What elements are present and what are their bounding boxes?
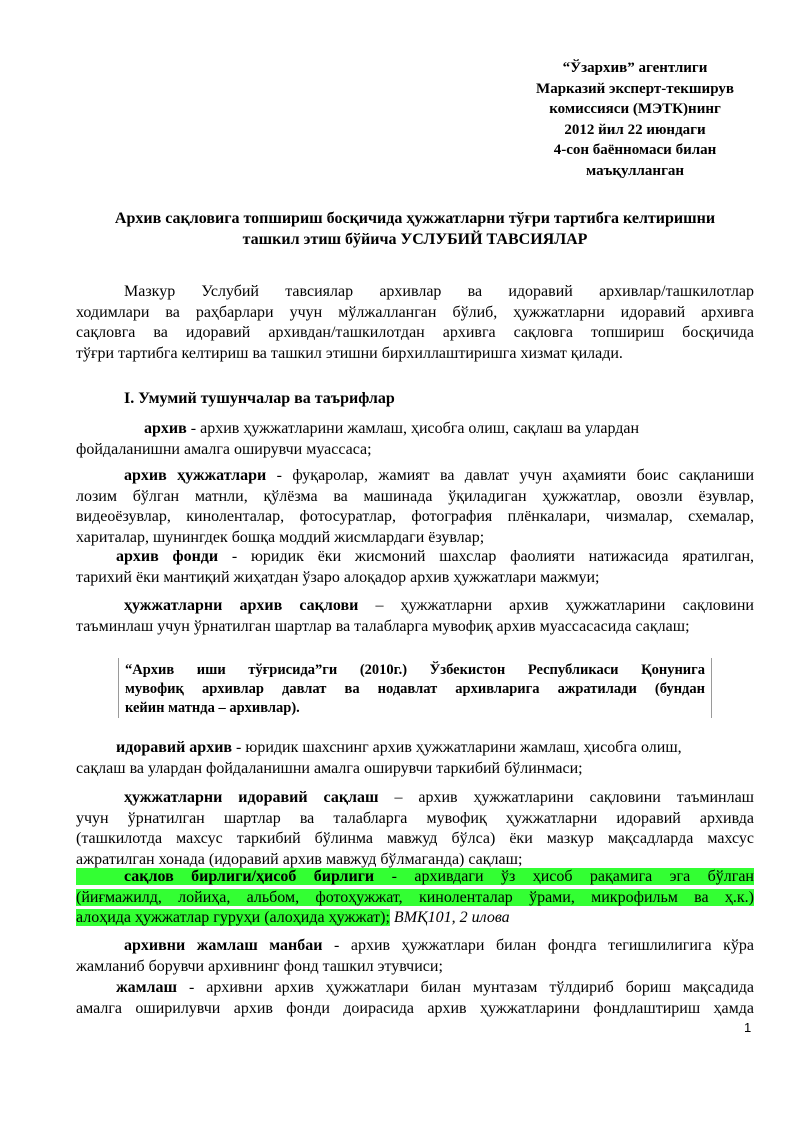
intro-paragraph	[76, 282, 754, 364]
approval-line: “Ўзархив” агентлиги	[562, 60, 708, 76]
definition-term: архив ҳужжатлари	[124, 467, 267, 484]
page-number: 1	[744, 1020, 752, 1035]
definition-text: – архив ҳужжатларини сақловини таъминлаш	[378, 789, 754, 806]
intro-line: сақловга ва идоравий архивдан/ташкилотдан архивга сақловга топшириш босқичида	[76, 324, 754, 341]
definition-text: видеоёзувлар, киноленталар, фотосуратлар, фотография плёнкалари, чизмалар, схемалар,	[76, 508, 754, 525]
definition-text: - архивдаги ўз ҳисоб рақамига эга бўлган	[374, 868, 754, 885]
definition-term: ҳужжатларни идоравий сақлаш	[124, 789, 379, 806]
definition-text: амалга оширилувчи архив фонди доирасида архив ҳужжатларини фондлаштириш ҳамда	[76, 999, 754, 1017]
title-line: ташкил этиш бўйича УСЛУБИЙ ТАВСИЯЛАР	[242, 231, 588, 248]
definition-archive-documents	[76, 466, 754, 548]
definition-text: - юридик шахснинг архив ҳужжатларини жамлаш, ҳисобга олиш,	[232, 739, 682, 756]
definition-archive	[76, 419, 754, 460]
definition-text: - фуқаролар, жамият ва давлат учун аҳамияти боис сақланиши	[266, 467, 755, 484]
law-note-line: “Архив иши тўғрисида”ги (2010г.) Ўзбекистон Республикаси Қонунига	[125, 662, 705, 678]
definition-text: лозим бўлган матнли, қўлёзма ва машинада ўқиладиган ҳужжатлар, овозли ёзувлар,	[76, 487, 754, 505]
document-title	[76, 208, 754, 250]
definition-acquisition-source	[76, 936, 754, 977]
definition-text: фойдаланишни амалга оширувчи муассаса;	[76, 440, 372, 458]
definition-departmental-storage	[76, 788, 754, 870]
definition-term: идоравий архив	[116, 739, 233, 756]
highlight	[76, 868, 754, 885]
definition-term: архив	[144, 420, 187, 437]
approval-line: 4-сон баённомаси билан	[553, 142, 717, 158]
definition-term: ҳужжатларни архив сақлови	[124, 597, 359, 614]
approval-line: комиссияси (МЭТК)нинг	[549, 101, 721, 117]
definition-storage-unit	[76, 867, 754, 929]
definition-text: хариталар, шунингдек бошқа моддий жисмлардаги ёзувлар;	[76, 528, 485, 546]
law-note-line: кейин матнда – архивлар).	[125, 700, 300, 716]
definition-text: - архивни архив ҳужжатлари билан мунтазам тўлдириб бориш мақсадида	[176, 979, 754, 996]
definition-term: жамлаш	[116, 979, 177, 996]
definition-text: таъминлаш учун ўрнатилган шартлар ва талабларга мувофиқ архив муассасасида сақлаш;	[76, 617, 690, 635]
title-line: Архив сақловига топшириш босқичида ҳужжатларни тўғри тартибга келтиришни	[114, 210, 716, 227]
definition-text: учун ўрнатилган шартлар ва талабларга мувофиқ ҳужжатларни идоравий архивда	[76, 809, 754, 827]
law-note-box	[118, 658, 712, 718]
section-heading: I. Умумий тушунчалар ва таърифлар	[124, 390, 395, 407]
reference-note: ВМҚ101, 2 илова	[389, 909, 510, 926]
definition-departmental-archive	[76, 738, 754, 779]
definition-text: тарихий ёки мантиқий жиҳатдан ўзаро алоқадор архив ҳужжатлари мажмуи;	[76, 568, 600, 586]
definition-text: - юридик ёки жисмоний шахслар фаолияти натижасида яратилган,	[218, 548, 755, 565]
definition-text: ажратилган хонада (идоравий архив мавжуд бўлмаганда) сақлаш;	[76, 850, 523, 868]
approval-line: Марказий эксперт-текширув	[536, 80, 734, 97]
definition-text: алоҳида ҳужжатлар гуруҳи (алоҳида ҳужжат);	[76, 909, 390, 926]
approval-line: 2012 йил 22 июндаги	[564, 121, 706, 138]
intro-line: Мазкур Услубий тавсиялар архивлар ва идоравий архивлар/ташкилотлар	[124, 283, 754, 300]
approval-line: маъқулланган	[585, 162, 685, 179]
definition-text: - архив ҳужжатлари билан фондга тегишлилигига кўра	[322, 937, 754, 954]
definition-acquisition	[76, 978, 754, 1019]
intro-line: тўғри тартибга келтириш ва ташкил этишни бирхиллаштиришга хизмат қилади.	[76, 344, 623, 362]
definition-text: – ҳужжатларни архив ҳужжатларини сақловини	[358, 597, 754, 614]
definition-archive-fund	[76, 547, 754, 588]
definition-archival-storage	[76, 596, 754, 637]
definition-text: - архив ҳужжатларини жамлаш, ҳисобга олиш, сақлаш ва улардан	[186, 420, 640, 437]
intro-line: ходимлари ва раҳбарлари учун мўлжалланган бўлиб, ҳужжатларни идоравий архивга	[76, 303, 754, 321]
definition-text: жамланиб борувчи архивнинг фонд ташкил этувчиси;	[76, 957, 443, 975]
definition-term: архив фонди	[116, 548, 219, 565]
law-note-text	[125, 661, 705, 718]
definition-term: архивни жамлаш манбаи	[124, 937, 323, 954]
definition-text: (ташкилотда махсус таркибий бўлинма мавжуд бўлса) ёки мазкур мақсадларда махсус	[76, 830, 754, 847]
definition-text: сақлаш ва улардан фойдаланишни амалга оширувчи таркибий бўлинмаси;	[76, 759, 583, 777]
approval-block	[500, 58, 770, 181]
definition-text: (йиғмажилд, лойиҳа, альбом, фотоҳужжат, киноленталар ўрами, микрофильм ва ҳ.к.)	[76, 888, 754, 906]
definition-term: сақлов бирлиги/ҳисоб бирлиги	[124, 868, 375, 885]
law-note-line: мувофиқ архивлар давлат ва нодавлат архивларига ажратилади (бундан	[125, 681, 705, 697]
